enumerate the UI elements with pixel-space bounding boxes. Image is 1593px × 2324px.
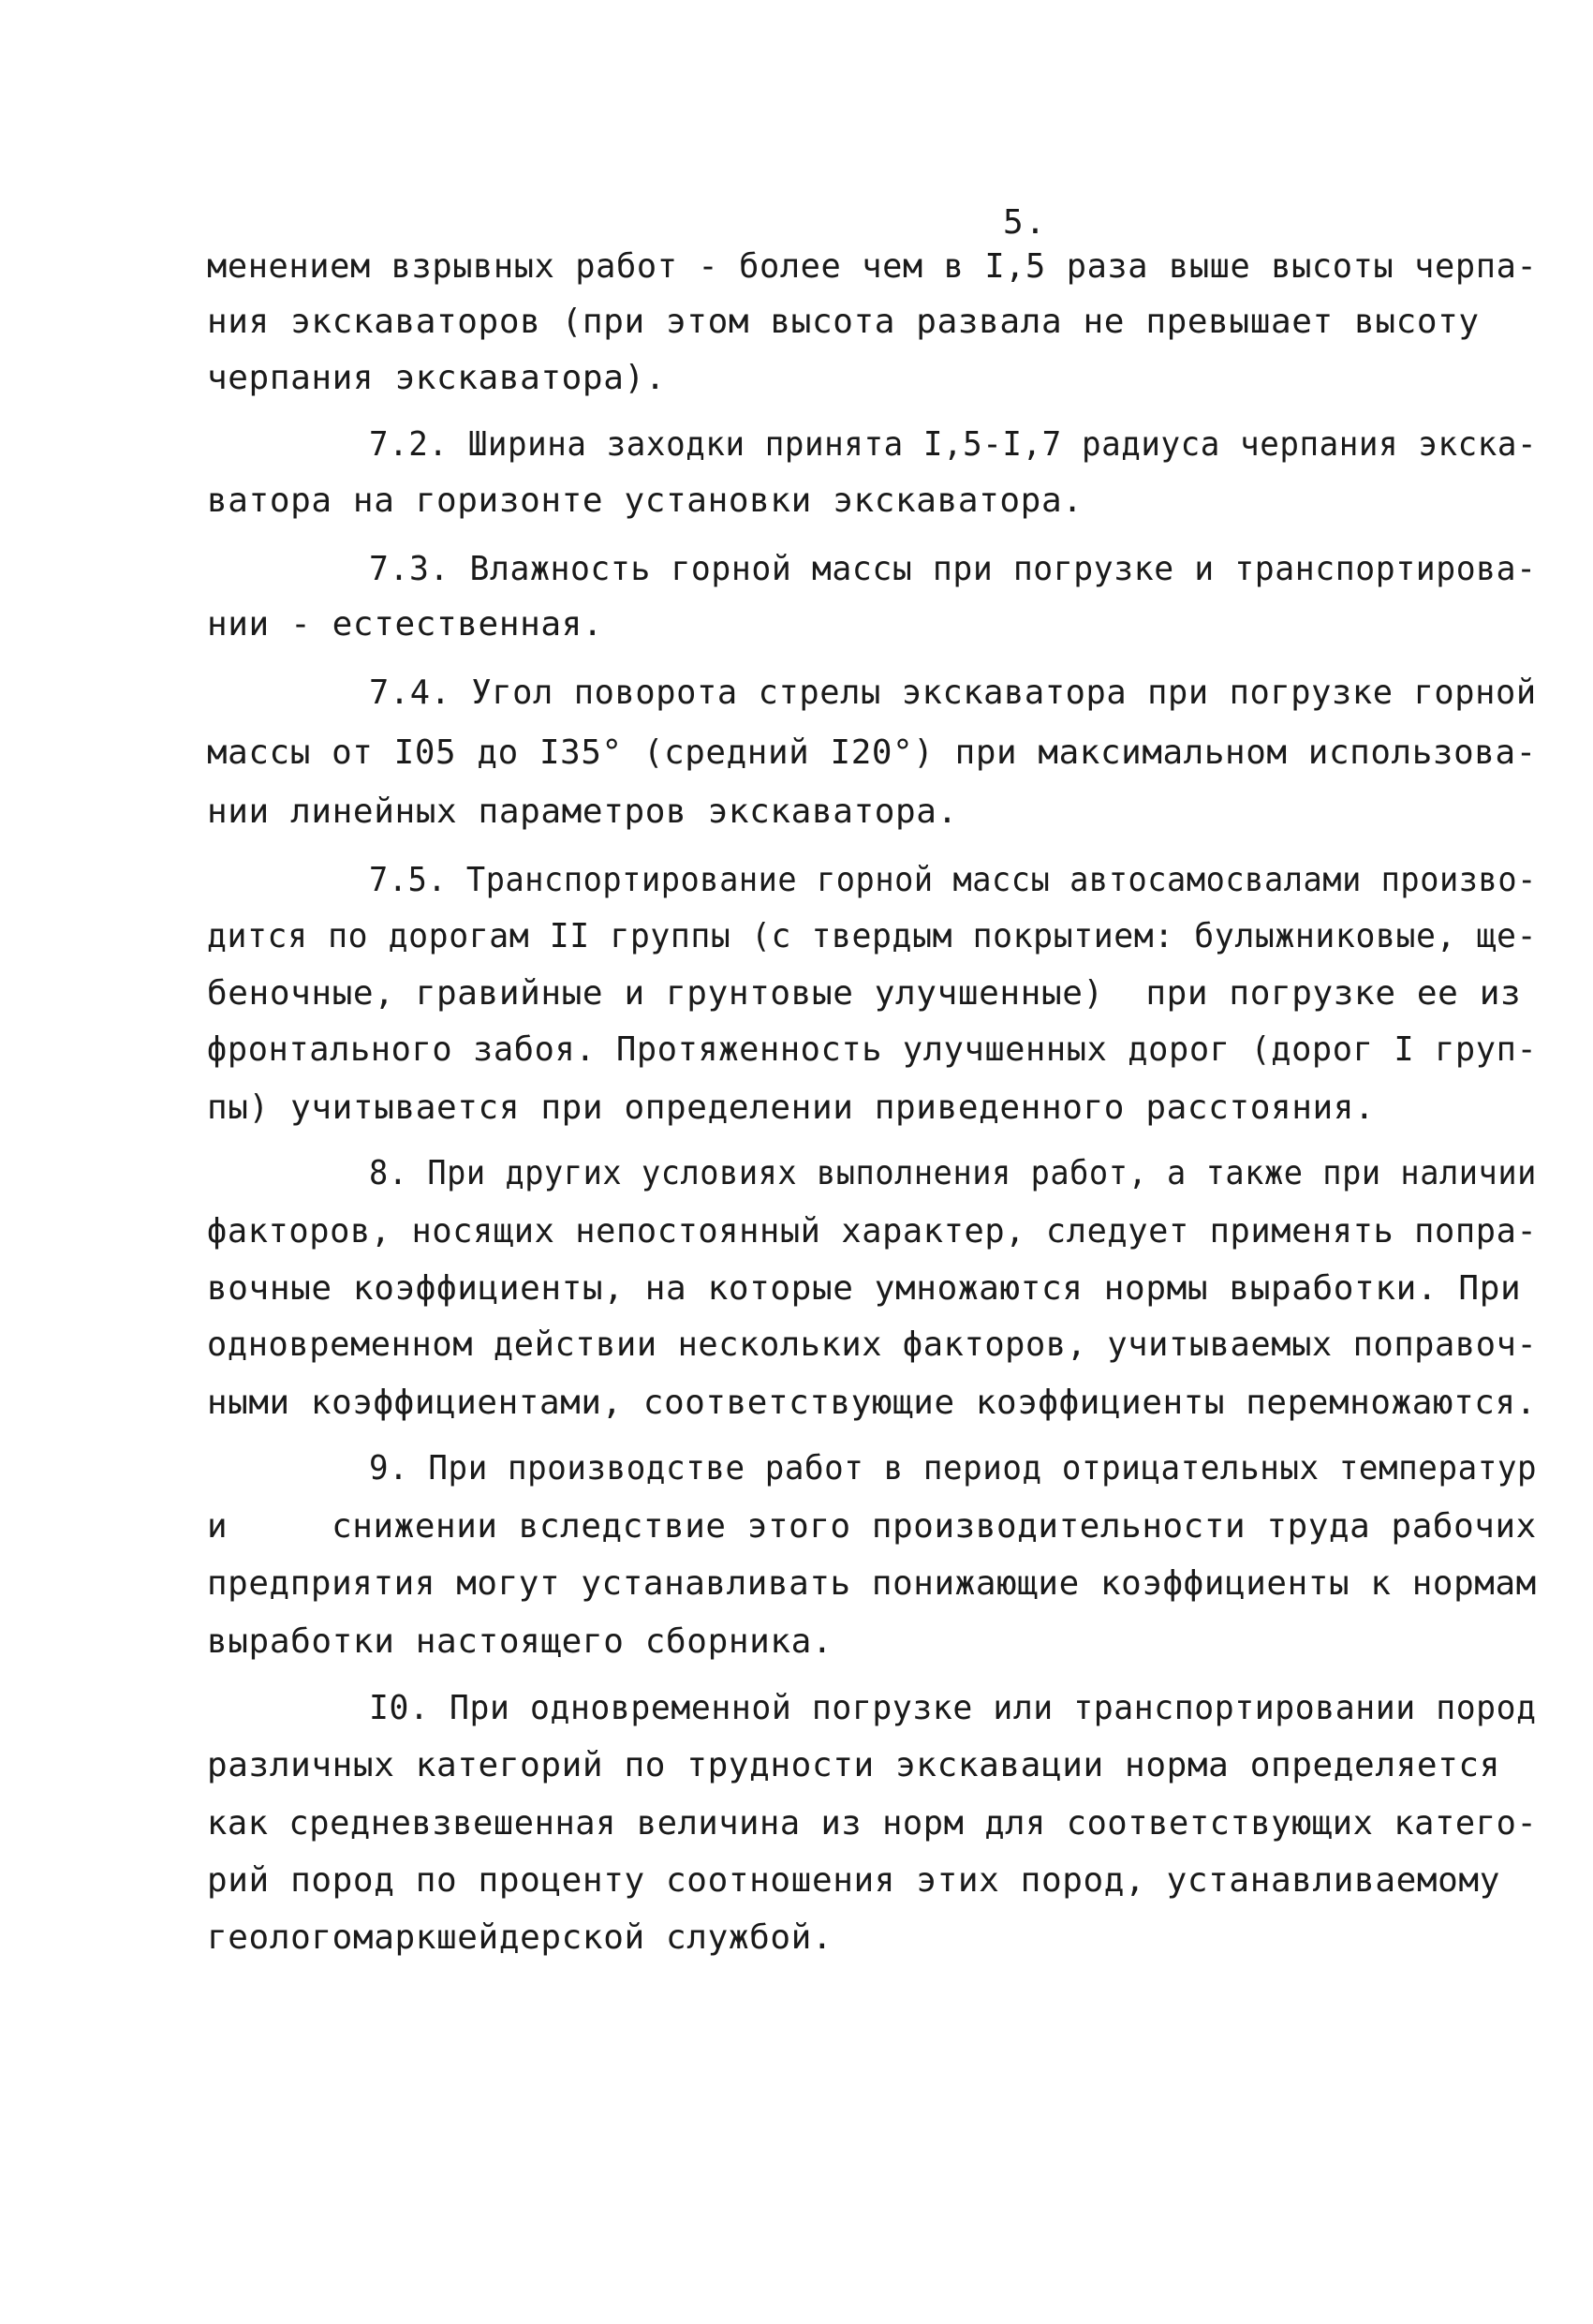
text-line: пы) учитывается при определении приведенного расстояния. xyxy=(207,1088,1376,1127)
text-line: вочные коэффициенты, на которые умножаются нормы выработки. При xyxy=(207,1269,1522,1308)
text-line: 7.4. Угол поворота стрелы экскаватора при погрузке горной xyxy=(369,674,1537,712)
text-line: ватора на горизонте установки экскаватора. xyxy=(207,481,1084,520)
text-line: менением взрывных работ - более чем в I,5 раза выше высоты черпа- xyxy=(207,247,1538,286)
page-number: 5. xyxy=(1003,203,1048,242)
text-line: нии - естественная. xyxy=(207,605,604,644)
text-line: 7.3. Влажность горной массы при погрузке и транспортирова- xyxy=(369,550,1537,588)
text-line: и снижении вследствие этого производительности труда рабочих xyxy=(207,1507,1537,1546)
text-line: беночные, гравийные и грунтовые улучшенные) при погрузке ее из xyxy=(207,974,1522,1013)
text-line: I0. При одновременной погрузке или транспортировании пород xyxy=(369,1689,1537,1727)
text-line: нии линейных параметров экскаватора. xyxy=(207,792,958,831)
text-line: геологомаркшейдерской службой. xyxy=(207,1918,833,1957)
text-line: факторов, носящих непостоянный характер, следует применять попра- xyxy=(207,1212,1538,1251)
text-line: одновременном действии нескольких факторов, учитываемых поправоч- xyxy=(207,1325,1538,1364)
text-line: как средневзвешенная величина из норм для соответствующих катего- xyxy=(207,1804,1538,1843)
text-line: различных категорий по трудности экскавации норма определяется xyxy=(207,1746,1500,1784)
text-line: рий пород по проценту соотношения этих пород, устанавливаемому xyxy=(207,1861,1500,1900)
text-line: массы от I05 до I35° (средний I20°) при максимальном использова- xyxy=(207,733,1537,772)
text-line: ния экскаваторов (при этом высота развала не превышает высоту xyxy=(207,303,1480,341)
text-line: ными коэффициентами, соответствующие коэффициенты перемножаются. xyxy=(207,1384,1537,1422)
text-line: 9. При производстве работ в период отрицательных температур xyxy=(369,1449,1538,1488)
text-line: выработки настоящего сборника. xyxy=(207,1622,833,1661)
text-line: 7.5. Транспортирование горной массы автосамосвалами произво- xyxy=(369,861,1537,899)
text-line: 7.2. Ширина заходки принята I,5-I,7 радиуса черпания экска- xyxy=(369,425,1538,464)
text-line: 8. При других условиях выполнения работ, а также при наличии xyxy=(369,1154,1537,1192)
text-line: дится по дорогам II группы (с твердым покрытием: булыжниковые, ще- xyxy=(207,917,1538,955)
text-line: фронтального забоя. Протяженность улучшенных дорог (дорог I груп- xyxy=(207,1030,1538,1069)
text-line: предприятия могут устанавливать понижающие коэффициенты к нормам xyxy=(207,1564,1537,1603)
text-line: черпания экскаватора). xyxy=(207,359,667,397)
